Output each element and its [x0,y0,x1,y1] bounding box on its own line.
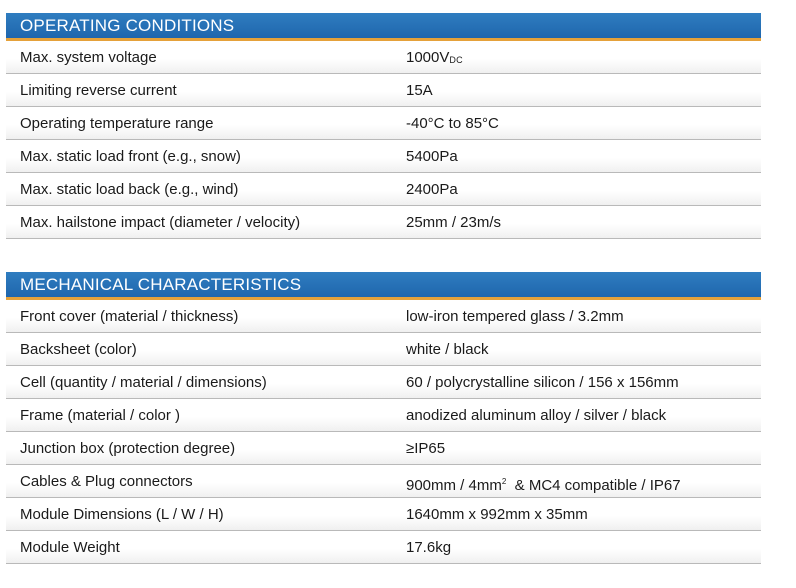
table-row [6,366,761,399]
row-label: Frame (material / color ) [20,407,181,424]
row-value [406,465,681,498]
row-value: -40°C to 85°C [406,115,499,132]
row-label: Max. hailstone impact (diameter / velocity) [20,214,301,231]
operating-conditions-table [6,13,761,239]
mechanical-characteristics-header [6,272,761,300]
row-value: white / black [406,341,489,358]
value-main: 1000V [406,49,450,66]
row-label: Max. static load back (e.g., wind) [20,181,239,198]
row-value: low-iron tempered glass / 3.2mm [406,308,624,325]
value-rest: & MC4 compatible / IP67 [506,477,681,494]
row-label: Max. system voltage [20,49,157,66]
row-label: Module Weight [20,539,120,556]
value-main: 900mm / 4mm [406,477,502,494]
table-row [6,432,761,465]
row-label: Cables & Plug connectors [20,473,193,490]
row-label: Backsheet (color) [20,341,137,358]
row-label: Module Dimensions (L / W / H) [20,506,224,523]
table-row [6,206,761,239]
row-label: Operating temperature range [20,115,214,132]
table-row [6,333,761,366]
table-row [6,399,761,432]
row-value: anodized aluminum alloy / silver / black [406,407,667,424]
row-value: 17.6kg [406,539,452,556]
row-label: Front cover (material / thickness) [20,308,239,325]
table-row [6,140,761,173]
row-value: 15A [406,82,433,99]
mechanical-characteristics-table [6,272,761,564]
section-title: OPERATING CONDITIONS [20,16,235,35]
table-row [6,498,761,531]
section-title: MECHANICAL CHARACTERISTICS [20,275,302,294]
table-row [6,107,761,140]
value-superscript: 2 [501,477,507,486]
table-row [6,41,761,74]
row-value: ≥IP65 [406,440,446,457]
row-value [406,41,463,74]
value-subscript: DC [449,55,463,65]
row-value: 60 / polycrystalline silicon / 156 x 156mm [406,374,679,391]
table-row [6,74,761,107]
row-label: Limiting reverse current [20,82,177,99]
row-value: 5400Pa [406,148,458,165]
table-row [6,465,761,498]
row-value: 25mm / 23m/s [406,214,502,231]
row-value: 2400Pa [406,181,458,198]
row-label: Junction box (protection degree) [20,440,236,457]
table-row [6,300,761,333]
table-row [6,173,761,206]
row-label: Cell (quantity / material / dimensions) [20,374,267,391]
operating-conditions-header [6,13,761,41]
row-value: 1640mm x 992mm x 35mm [406,506,588,523]
row-label: Max. static load front (e.g., snow) [20,148,241,165]
table-row [6,531,761,564]
